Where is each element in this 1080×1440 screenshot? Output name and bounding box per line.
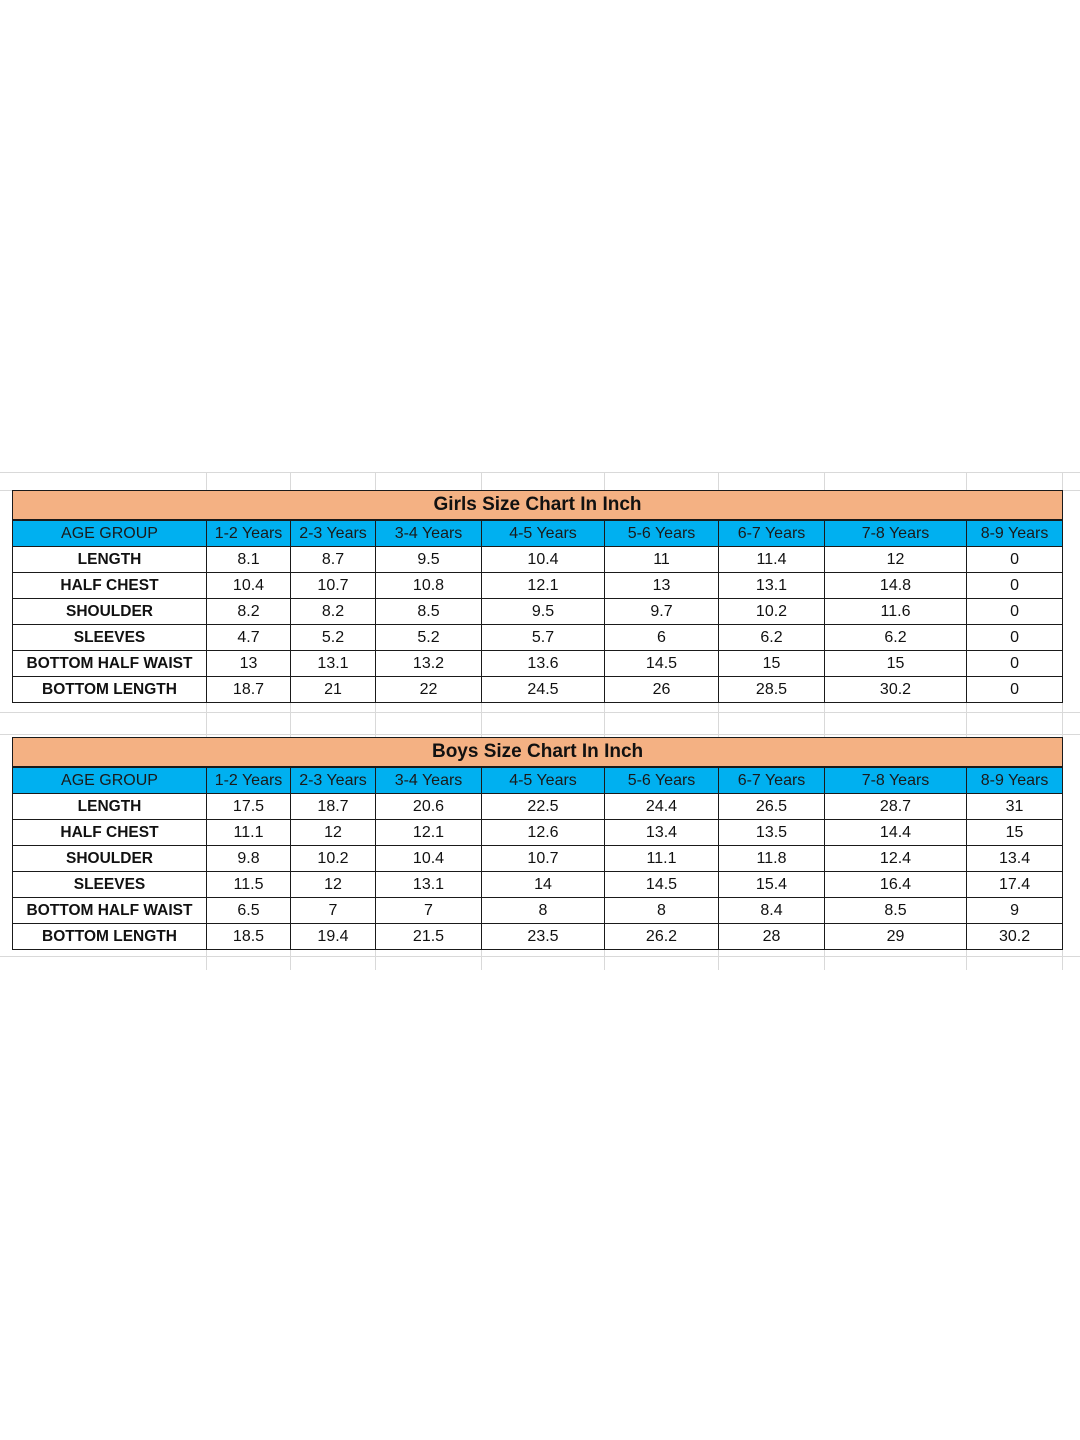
measurement-value: 7	[376, 898, 482, 924]
measurement-value: 23.5	[482, 924, 605, 950]
measurement-value: 12	[291, 820, 376, 846]
measurement-value: 5.7	[482, 625, 605, 651]
measurement-value: 11.5	[207, 872, 291, 898]
table-row	[13, 794, 1063, 820]
measurement-value: 8	[482, 898, 605, 924]
measurement-label: SLEEVES	[13, 625, 207, 651]
measurement-value: 6.5	[207, 898, 291, 924]
table-title: Girls Size Chart In Inch	[13, 491, 1063, 521]
measurement-value: 22	[376, 677, 482, 703]
measurement-label: BOTTOM LENGTH	[13, 924, 207, 950]
measurement-value: 10.8	[376, 573, 482, 599]
age-group-header: AGE GROUP	[13, 520, 207, 547]
measurement-value: 10.7	[482, 846, 605, 872]
measurement-value: 4.7	[207, 625, 291, 651]
measurement-value: 9.8	[207, 846, 291, 872]
table-row	[13, 677, 1063, 703]
girls-size-chart	[12, 490, 1063, 703]
measurement-value: 24.5	[482, 677, 605, 703]
measurement-value: 18.7	[207, 677, 291, 703]
measurement-value: 16.4	[825, 872, 967, 898]
measurement-value: 19.4	[291, 924, 376, 950]
measurement-value: 20.6	[376, 794, 482, 820]
measurement-value: 17.4	[967, 872, 1063, 898]
measurement-value: 8.7	[291, 547, 376, 573]
measurement-value: 24.4	[605, 794, 719, 820]
table-row	[13, 846, 1063, 872]
measurement-value: 10.4	[482, 547, 605, 573]
measurement-value: 12.4	[825, 846, 967, 872]
measurement-value: 6.2	[719, 625, 825, 651]
measurement-value: 11.1	[207, 820, 291, 846]
measurement-value: 10.2	[291, 846, 376, 872]
measurement-value: 0	[967, 573, 1063, 599]
table-title: Boys Size Chart In Inch	[13, 738, 1063, 768]
measurement-value: 15	[967, 820, 1063, 846]
measurement-value: 9.5	[376, 547, 482, 573]
column-header: 8-9 Years	[967, 520, 1063, 547]
measurement-value: 13.4	[605, 820, 719, 846]
measurement-value: 13.6	[482, 651, 605, 677]
measurement-value: 14.4	[825, 820, 967, 846]
measurement-value: 13	[605, 573, 719, 599]
measurement-value: 21	[291, 677, 376, 703]
measurement-value: 12.1	[482, 573, 605, 599]
measurement-value: 9	[967, 898, 1063, 924]
measurement-label: LENGTH	[13, 794, 207, 820]
measurement-value: 30.2	[967, 924, 1063, 950]
measurement-value: 11.8	[719, 846, 825, 872]
measurement-label: SHOULDER	[13, 599, 207, 625]
measurement-value: 8	[605, 898, 719, 924]
measurement-value: 29	[825, 924, 967, 950]
measurement-value: 11	[605, 547, 719, 573]
measurement-value: 18.7	[291, 794, 376, 820]
measurement-value: 18.5	[207, 924, 291, 950]
measurement-value: 13.5	[719, 820, 825, 846]
header-row	[13, 767, 1063, 794]
measurement-value: 7	[291, 898, 376, 924]
column-header: 7-8 Years	[825, 767, 967, 794]
measurement-value: 11.1	[605, 846, 719, 872]
measurement-value: 26.2	[605, 924, 719, 950]
measurement-value: 8.2	[207, 599, 291, 625]
measurement-label: HALF CHEST	[13, 820, 207, 846]
measurement-value: 17.5	[207, 794, 291, 820]
measurement-value: 6	[605, 625, 719, 651]
measurement-label: LENGTH	[13, 547, 207, 573]
measurement-value: 8.2	[291, 599, 376, 625]
measurement-value: 8.1	[207, 547, 291, 573]
measurement-value: 9.5	[482, 599, 605, 625]
measurement-value: 14.5	[605, 651, 719, 677]
table-row	[13, 898, 1063, 924]
measurement-value: 5.2	[376, 625, 482, 651]
measurement-value: 5.2	[291, 625, 376, 651]
measurement-value: 14	[482, 872, 605, 898]
column-header: 2-3 Years	[291, 520, 376, 547]
measurement-label: HALF CHEST	[13, 573, 207, 599]
column-header: 5-6 Years	[605, 520, 719, 547]
measurement-value: 28.7	[825, 794, 967, 820]
measurement-label: SHOULDER	[13, 846, 207, 872]
measurement-label: SLEEVES	[13, 872, 207, 898]
boys-size-chart	[12, 737, 1063, 950]
table-row	[13, 872, 1063, 898]
table-title-row	[13, 491, 1063, 521]
measurement-label: BOTTOM HALF WAIST	[13, 651, 207, 677]
measurement-value: 0	[967, 651, 1063, 677]
age-group-header: AGE GROUP	[13, 767, 207, 794]
measurement-value: 28.5	[719, 677, 825, 703]
measurement-value: 21.5	[376, 924, 482, 950]
measurement-value: 12.1	[376, 820, 482, 846]
table-title-row	[13, 738, 1063, 768]
table-row	[13, 573, 1063, 599]
column-header: 3-4 Years	[376, 520, 482, 547]
measurement-value: 31	[967, 794, 1063, 820]
measurement-value: 13.1	[376, 872, 482, 898]
measurement-value: 13.1	[719, 573, 825, 599]
measurement-value: 12	[825, 547, 967, 573]
measurement-value: 0	[967, 677, 1063, 703]
column-header: 2-3 Years	[291, 767, 376, 794]
column-header: 3-4 Years	[376, 767, 482, 794]
measurement-value: 13.4	[967, 846, 1063, 872]
measurement-value: 10.4	[207, 573, 291, 599]
column-header: 7-8 Years	[825, 520, 967, 547]
measurement-value: 12	[291, 872, 376, 898]
table-row	[13, 820, 1063, 846]
column-header: 4-5 Years	[482, 767, 605, 794]
measurement-value: 10.2	[719, 599, 825, 625]
measurement-value: 14.5	[605, 872, 719, 898]
table-row	[13, 924, 1063, 950]
measurement-label: BOTTOM LENGTH	[13, 677, 207, 703]
measurement-value: 13.2	[376, 651, 482, 677]
measurement-value: 11.4	[719, 547, 825, 573]
measurement-value: 8.5	[825, 898, 967, 924]
measurement-value: 0	[967, 625, 1063, 651]
measurement-value: 14.8	[825, 573, 967, 599]
column-header: 1-2 Years	[207, 520, 291, 547]
measurement-value: 0	[967, 547, 1063, 573]
measurement-value: 11.6	[825, 599, 967, 625]
measurement-value: 28	[719, 924, 825, 950]
measurement-value: 15.4	[719, 872, 825, 898]
measurement-value: 15	[825, 651, 967, 677]
table-row	[13, 547, 1063, 573]
column-header: 5-6 Years	[605, 767, 719, 794]
measurement-value: 9.7	[605, 599, 719, 625]
measurement-value: 30.2	[825, 677, 967, 703]
measurement-label: BOTTOM HALF WAIST	[13, 898, 207, 924]
table-row	[13, 651, 1063, 677]
measurement-value: 8.4	[719, 898, 825, 924]
measurement-value: 15	[719, 651, 825, 677]
measurement-value: 13.1	[291, 651, 376, 677]
measurement-value: 26.5	[719, 794, 825, 820]
measurement-value: 22.5	[482, 794, 605, 820]
measurement-value: 10.4	[376, 846, 482, 872]
column-header: 1-2 Years	[207, 767, 291, 794]
measurement-value: 10.7	[291, 573, 376, 599]
measurement-value: 6.2	[825, 625, 967, 651]
column-header: 6-7 Years	[719, 520, 825, 547]
table-row	[13, 599, 1063, 625]
column-header: 4-5 Years	[482, 520, 605, 547]
measurement-value: 12.6	[482, 820, 605, 846]
table-row	[13, 625, 1063, 651]
measurement-value: 13	[207, 651, 291, 677]
measurement-value: 8.5	[376, 599, 482, 625]
measurement-value: 0	[967, 599, 1063, 625]
measurement-value: 26	[605, 677, 719, 703]
header-row	[13, 520, 1063, 547]
column-header: 6-7 Years	[719, 767, 825, 794]
column-header: 8-9 Years	[967, 767, 1063, 794]
